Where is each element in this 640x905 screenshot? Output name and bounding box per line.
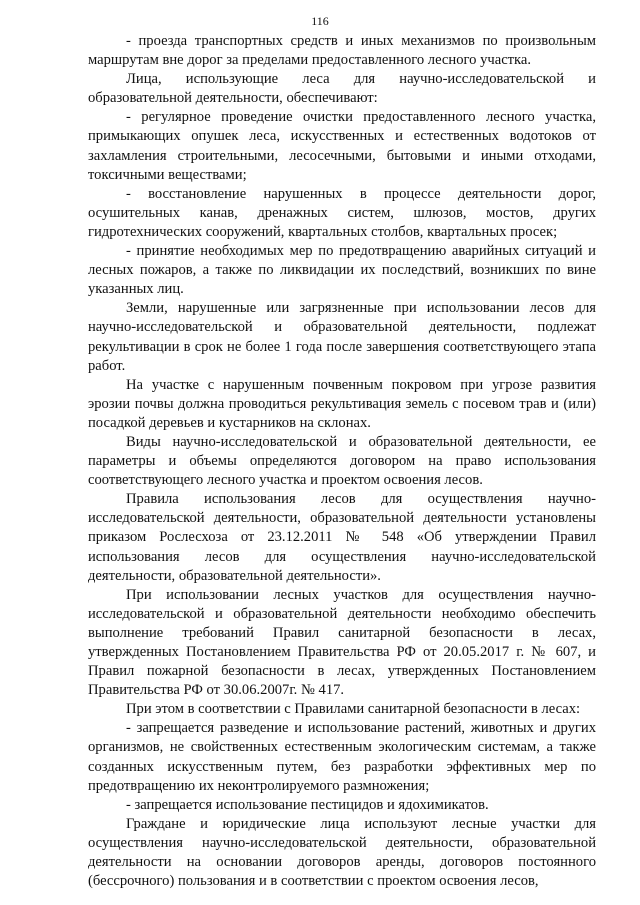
paragraph: На участке с нарушенным почвенным покровом при угрозе развития эрозии почвы должна проводиться рекультивация земель с посевом трав и (или) посадкой деревьев и кустарников на склонах. [88,376,596,431]
paragraph: Правила использования лесов для осуществления научно-исследовательской деятельности, образовательной деятельности установлены приказом Рослесхоза от 23.12.2011 № 548 «Об утверждении Правил использования лесов для осуществления научно-исследовательской деятельности, образовательной деятельности». [88,491,596,584]
page-number: 116 [311,14,329,28]
paragraph: Виды научно-исследовательской и образовательной деятельности, ее параметры и объемы определяются договором на право использования соответствующего лесного участка и проектом освоения лесов. [88,433,596,489]
paragraph: - принятие необходимых мер по предотвращению аварийных ситуаций и лесных пожаров, а также по ликвидации их последствий, возникших по вине указанных лиц. [88,243,596,298]
document-body [88,32,596,891]
paragraph: При этом в соответствии с Правилами санитарной безопасности в лесах: [126,701,581,718]
paragraph: - проезда транспортных средств и иных механизмов по произвольным маршрутам вне дорог за пределами предоставленного лесного участка. [88,33,596,69]
paragraph: - восстановление нарушенных в процессе деятельности дорог, осушительных канав, дренажных систем, шлюзов, мостов, других гидротехнических сооружений, квартальных столбов, квартальных просек; [88,185,596,240]
paragraph: Лица, использующие леса для научно-исследовательской и образовательной деятельности, обеспечивают: [88,71,596,107]
paragraph: - запрещается разведение и использование растений, животных и других организмов, не свойственных естественным экологическим системам, а также созданных искусственным путем, без разработки эффективных мер по предотвращению их неконтролируемого размножения; [88,720,596,794]
paragraph: Граждане и юридические лица используют лесные участки для осуществления научно-исследовательской деятельности, образовательной деятельности на основании договоров аренды, договоров постоянного (бессрочного) пользования и в соответствии с проектом освоения лесов, [88,815,596,890]
paragraph: - регулярное проведение очистки предоставленного лесного участка, примыкающих опушек леса, искусственных и естественных водотоков от захламления строительными, лесосечными, бытовыми и иными отходами, токсичными веществами; [88,109,596,183]
paragraph: При использовании лесных участков для осуществления научно-исследовательской и образовательной деятельности необходимо обеспечить выполнение требований Правил санитарной безопасности в лесах, утвержденных Постановлением Правительства РФ от 20.05.2017 г. № 607, и Правил пожарной безопасности в лесах, утвержденных Постановлением Правительства РФ от 30.06.2007г. № 417. [88,586,596,699]
paragraph: Земли, нарушенные или загрязненные при использовании лесов для научно-исследовательской и образовательной деятельности, подлежат рекультивации в срок не более 1 года после завершения соответствующего этапа работ. [88,300,596,374]
paragraph: - запрещается использование пестицидов и ядохимикатов. [126,796,489,813]
